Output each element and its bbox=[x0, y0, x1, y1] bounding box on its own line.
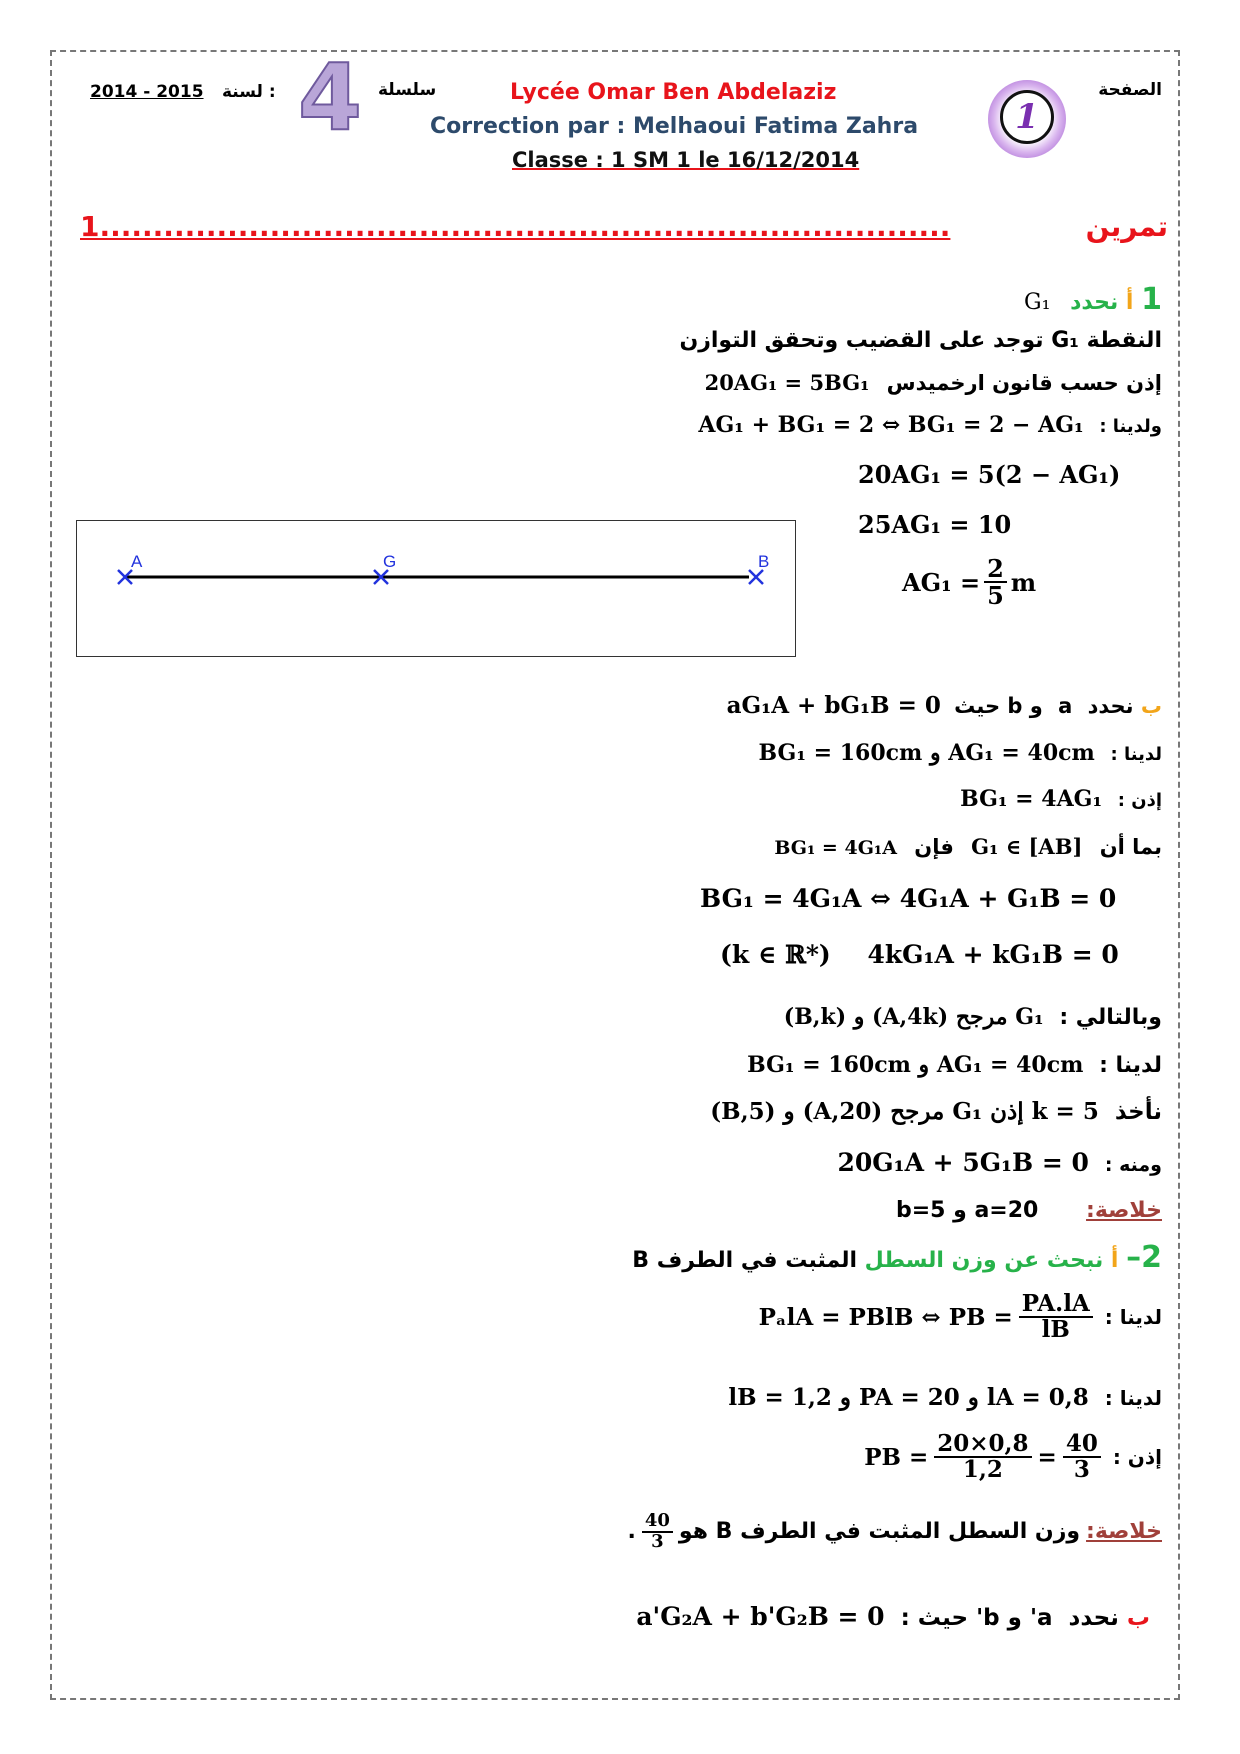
part1a-verb: نحدد bbox=[1070, 290, 1119, 315]
part1a-line3 bbox=[698, 412, 1162, 438]
part1b-row5: BG₁ = 4G₁A ⇔ 4G₁A + G₁B = 0 bbox=[700, 884, 1117, 913]
weight-den: 3 bbox=[651, 1530, 664, 1552]
part1b-a: a bbox=[1058, 694, 1073, 718]
part2a-row3-label: إذن : bbox=[1112, 1445, 1162, 1470]
part1b-row8 bbox=[747, 1052, 1162, 1078]
page-number: 1 bbox=[1000, 90, 1054, 144]
exercise-title-line bbox=[80, 210, 1168, 244]
ag1-unit: m bbox=[1010, 567, 1037, 597]
part1a-letter: أ bbox=[1125, 290, 1134, 315]
row8-math: AG₁ = 40cm و BG₁ = 160cm bbox=[747, 1052, 1084, 1078]
row4-b: فإن bbox=[914, 835, 954, 859]
ag1-num: 2 bbox=[984, 556, 1007, 583]
part2a-conclusion-text: وزن السطل المثبت في الطرف B هو bbox=[678, 1519, 1081, 1545]
row8-label: لدينا : bbox=[1099, 1053, 1162, 1078]
part1a-line6 bbox=[902, 554, 1037, 611]
part1b-letter: ب bbox=[1140, 694, 1162, 718]
conclusion-label: خلاصة: bbox=[1086, 1198, 1162, 1223]
part2b-row bbox=[636, 1602, 1150, 1631]
row4-label: بما أن bbox=[1099, 835, 1162, 859]
row9-label: نأخذ bbox=[1114, 1099, 1162, 1125]
pb-calc-den: 1,2 bbox=[962, 1456, 1003, 1484]
moment-equation: PₐlA = PBlB ⇔ PB = bbox=[758, 1303, 1013, 1331]
part1b-row9 bbox=[710, 1098, 1162, 1125]
exercise-title: تمرين bbox=[1080, 210, 1168, 244]
part1a-line2 bbox=[705, 370, 1162, 395]
series-number: 4 bbox=[298, 44, 363, 151]
page-label: الصفحة bbox=[1098, 80, 1162, 100]
part2b-text: a' و b' حيث : bbox=[900, 1605, 1053, 1631]
part2a-row3 bbox=[864, 1432, 1162, 1482]
part2a-verb: نبحث عن وزن السطل bbox=[864, 1248, 1104, 1273]
row6-a: (k ∈ ℝ*) bbox=[720, 940, 831, 969]
part2a-rest: المثبت في الطرف B bbox=[632, 1248, 857, 1273]
row10-label: ومنه : bbox=[1104, 1154, 1162, 1176]
row4-c: BG₁ = 4G₁A bbox=[774, 837, 897, 859]
row7-math: G₁ مرجح (A,4k) و (B,k) bbox=[783, 1004, 1044, 1030]
ag1-den: 5 bbox=[987, 581, 1004, 611]
part2a-number: 2– bbox=[1126, 1240, 1162, 1275]
pb-den: lB bbox=[1041, 1316, 1070, 1344]
part1b-b: b bbox=[1007, 694, 1023, 718]
part1b-heading bbox=[727, 692, 1162, 719]
part2b-letter: ب bbox=[1126, 1605, 1150, 1631]
part2a-heading bbox=[632, 1240, 1162, 1275]
part1b-row7 bbox=[784, 1004, 1162, 1030]
school-name: Lycée Omar Ben Abdelaziz bbox=[510, 80, 837, 105]
part1b-equation: aG₁A + bG₁B = 0 bbox=[726, 692, 941, 719]
part1b-haythu: حيث bbox=[954, 694, 1001, 718]
pb-calc-num: 20×0,8 bbox=[934, 1432, 1031, 1458]
correction-author: Correction par : Melhaoui Fatima Zahra bbox=[430, 114, 919, 139]
part1b-verb: نحدد bbox=[1087, 694, 1134, 718]
rod-svg bbox=[77, 521, 795, 656]
part2b-verb: نحدد bbox=[1068, 1605, 1119, 1631]
part2a-row1 bbox=[759, 1292, 1162, 1342]
year-label: لسنة : bbox=[222, 82, 276, 102]
part1a-point: G₁ bbox=[1024, 290, 1051, 315]
part1b-row2 bbox=[759, 740, 1162, 766]
row3-math: BG₁ = 4AG₁ bbox=[960, 786, 1103, 812]
part1b-conclusion bbox=[896, 1198, 1162, 1223]
page-number-badge bbox=[988, 80, 1066, 158]
part2a-conclusion: خلاصة: وزن السطل المثبت في الطرف B هو $\frac{40}{3}$ . bbox=[627, 1510, 1162, 1552]
row9-math: k = 5 إذن G₁ مرجح (A,20) و (B,5) bbox=[710, 1098, 1099, 1125]
part2a-row2-label: لدينا : bbox=[1104, 1386, 1162, 1410]
part2a-row3-math: PB = $\frac{20\times 0,8}{1,2}$ = $\frac{40}{3}$ bbox=[864, 1432, 1101, 1482]
pb-result-num: 40 bbox=[1063, 1432, 1101, 1458]
part1b-row3 bbox=[960, 786, 1162, 812]
part2a-row1-math bbox=[759, 1292, 1093, 1342]
part1a-line3-math: AG₁ + BG₁ = 2 ⇔ BG₁ = 2 − AG₁ bbox=[698, 412, 1084, 438]
pb-result-den: 3 bbox=[1073, 1456, 1090, 1484]
part1b-row6 bbox=[720, 940, 1119, 969]
year-value: 2014 - 2015 bbox=[90, 82, 204, 102]
rod-diagram bbox=[76, 520, 796, 657]
part1b-row10 bbox=[837, 1148, 1162, 1177]
part1a-line1: النقطة G₁ توجد على القضيب وتحقق التوازن bbox=[679, 328, 1162, 353]
part2a-letter: أ bbox=[1110, 1248, 1119, 1273]
part1a-line2-math: 20AG₁ = 5BG₁ bbox=[704, 370, 870, 395]
row3-label: إذن : bbox=[1117, 790, 1162, 811]
row2-math: AG₁ = 40cm و BG₁ = 160cm bbox=[758, 740, 1095, 766]
row7-label: وبالتالي : bbox=[1059, 1005, 1162, 1030]
row6-b: 4kG₁A + kG₁B = 0 bbox=[867, 940, 1119, 969]
part1a-line2-text: إذن حسب قانون ارخميدس bbox=[886, 371, 1162, 395]
part1a-heading bbox=[1024, 282, 1162, 317]
class-date: Classe : 1 SM 1 le 16/12/2014 bbox=[512, 148, 860, 172]
part2a-conclusion-label: خلاصة: bbox=[1086, 1519, 1162, 1545]
ag1-label: AG₁ = bbox=[902, 567, 981, 597]
part1a-line4: 20AG₁ = 5(2 − AG₁) bbox=[858, 460, 1121, 489]
part2a-row2 bbox=[728, 1384, 1162, 1411]
part2b-equation: a'G₂A + b'G₂B = 0 bbox=[636, 1602, 885, 1631]
part1a-line5: 25AG₁ = 10 bbox=[858, 510, 1012, 539]
exercise-number: 1 bbox=[80, 210, 100, 243]
pb-num: PA.lA bbox=[1019, 1292, 1093, 1318]
conclusion-text: a=20 و b=5 bbox=[895, 1198, 1039, 1223]
row2-label: لدينا : bbox=[1110, 744, 1162, 765]
part1a-number: 1 bbox=[1141, 282, 1162, 317]
weight-num: 40 bbox=[642, 1512, 673, 1533]
part1a-line3-label: ولدينا : bbox=[1099, 416, 1162, 437]
part1b-row4 bbox=[774, 834, 1162, 859]
label-g: G bbox=[383, 552, 397, 571]
row10-math: 20G₁A + 5G₁B = 0 bbox=[837, 1148, 1089, 1177]
part2a-row2-math: lA = 0,8 و PA = 20 و lB = 1,2 bbox=[728, 1384, 1089, 1411]
exercise-dots: ................................................................................ bbox=[99, 210, 951, 243]
part1b-wa: و bbox=[1029, 694, 1043, 718]
pb-label: PB = bbox=[864, 1443, 929, 1471]
series-label: سلسلة bbox=[378, 80, 437, 100]
row4-a: G₁ ∈ [AB] bbox=[971, 834, 1083, 859]
part2a-row1-label: لدينا : bbox=[1104, 1305, 1162, 1330]
label-a: A bbox=[131, 552, 143, 571]
label-b: B bbox=[758, 552, 770, 571]
